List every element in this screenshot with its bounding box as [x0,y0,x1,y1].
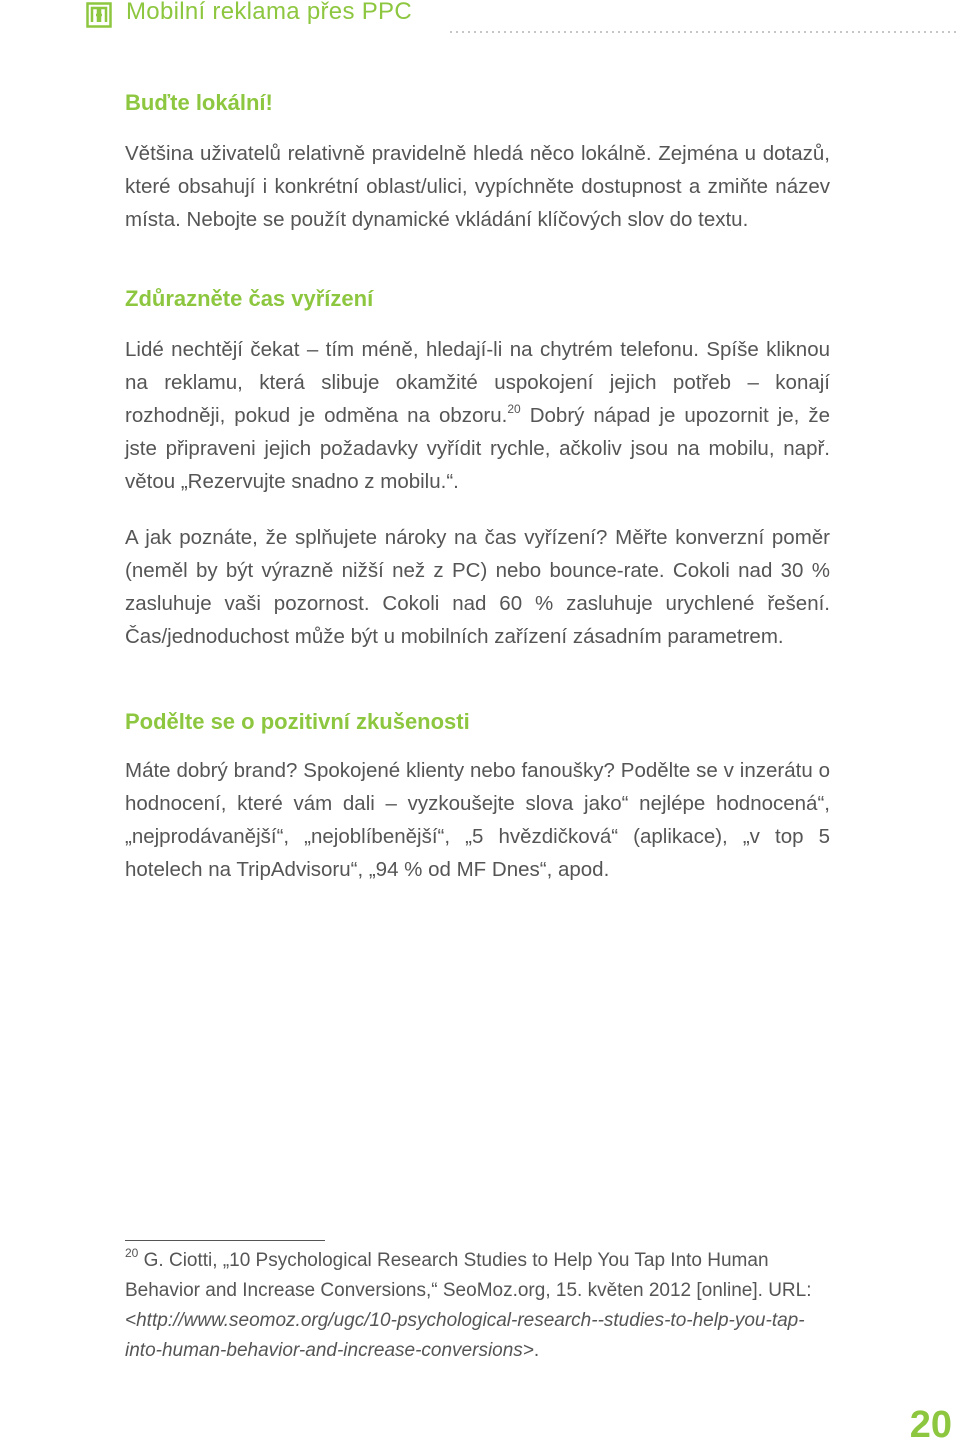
section-heading-local: Buďte lokální! [125,90,273,115]
page-header [86,0,960,34]
section-heading-experience: Podělte se o pozitivní zkušenosti [125,709,470,734]
section-paragraph-time [125,333,830,498]
section-paragraph-local: Většina uživatelů relativně pravidelně hledá něco lokálně. Zejména u dotazů, které obsahují i konkrétní oblast/ulici, vypíchněte dostupnost a zmiňte název místa. Nebojte se použít dynamické vkládání klíčových slov do textu. [125,142,830,231]
page-number: 20 [909,1404,952,1446]
paragraph-text: Lidé nechtějí čekat – tím méně, hledají-li na chytrém telefonu. Spíše kliknou na reklamu, která slibuje okamžité uspokojení jejich potřeb – konají rozhodněji, pokud je odměna na obzoru. [125,338,830,427]
footnote-reference[interactable]: 20 [507,402,521,416]
chapter-title: Mobilní reklama přes PPC [126,0,412,25]
main-content [125,86,830,886]
footnote-url-link[interactable]: <http://www.seomoz.org/ugc/10-psychological-research--studies-to-help-you-tap-into-human-behavior-and-increase-conversions> [125,1310,805,1361]
paragraph-text-continued: Dobrý nápad je upozornit je, že jste připraveni jejich požadavky vyřídit rychle, ačkoliv jsou na mobilu, např. větou „Rezervujte snadno z mobilu.“. [125,404,830,493]
footnote-text: G. Ciotti, „10 Psychological Research Studies to Help You Tap Into Human Behavior and Increase Conversions,“ SeoMoz.org, 15. květen 2012 [online]. URL: [125,1250,812,1301]
section-paragraph-experience: Máte dobrý brand? Spokojené klienty nebo fanoušky? Podělte se v inzerátu o hodnocení, které vám dali – vyzkoušejte slova jako“ nejlépe hodnocená“, „nejprodávanější“, „nejoblíbenější“, „5 hvězdičková“ (aplikace), „v top 5 hotelech na TripAdvisoru“, „94 % od MF Dnes“, apod. [125,759,830,881]
section-paragraph-metrics: A jak poznáte, že splňujete nároky na čas vyřízení? Měřte konverzní poměr (neměl by být výrazně nižší než z PC) nebo bounce-rate. Cokoli nad 30 % zasluhuje vaši pozornost. Cokoli nad 60 % zasluhuje urychlené řešení. Čas/jednoduchost může být u mobilních zařízení zásadním parametrem. [125,526,830,648]
footnote [125,1246,825,1366]
footnote-end: . [533,1340,540,1361]
header-dotted-rule [448,31,960,33]
book-logo-icon [86,2,112,28]
footnote-divider [125,1240,325,1241]
section-heading-time: Zdůrazněte čas vyřízení [125,286,374,311]
footnote-number: 20 [125,1246,139,1260]
